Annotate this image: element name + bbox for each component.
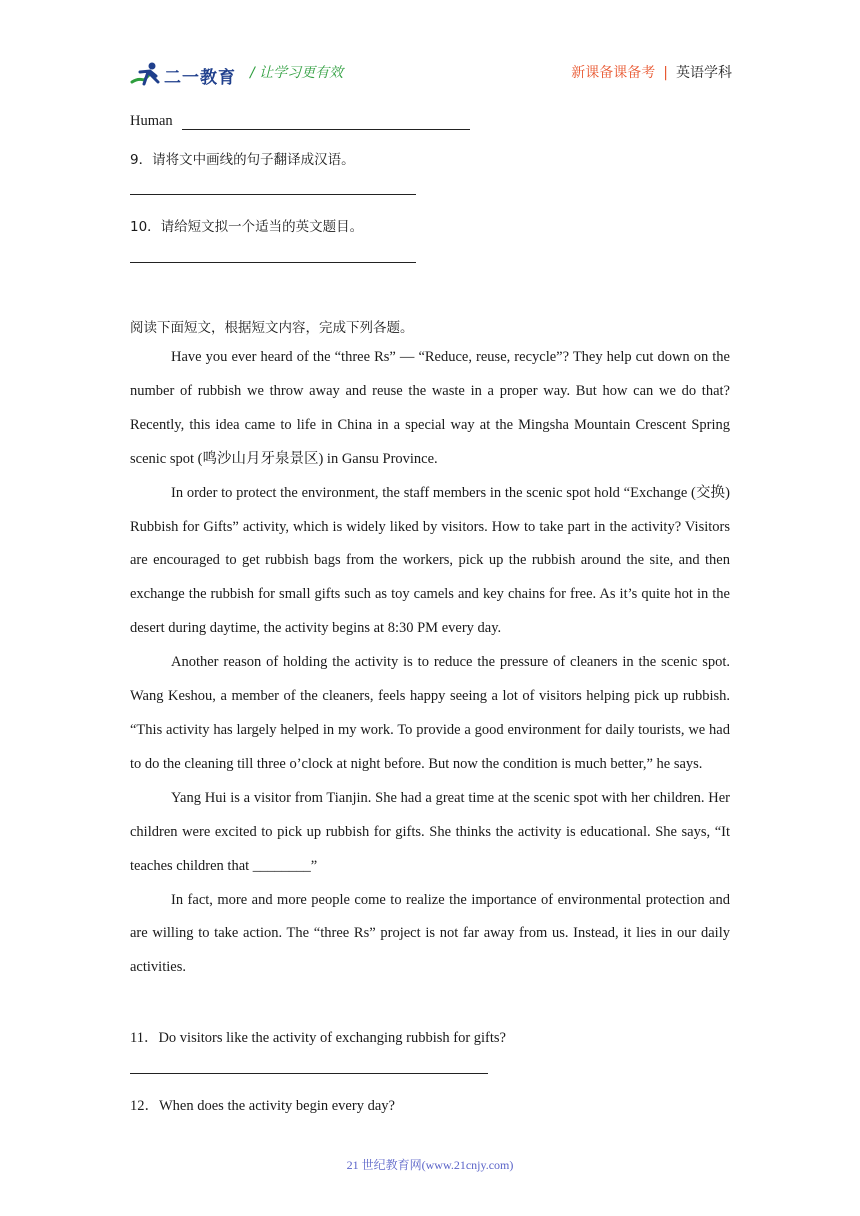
question-12: 12．When does the activity begin every day? <box>130 1098 395 1114</box>
paragraph: In order to protect the environment, the staff members in the scenic spot hold “Exchange (交换) Rubbish for Gifts” activity, which is widely liked by visitors. How to take part in the activity? Visitors are encouraged to get rubbish bags from the workers, pick up the rubbish around the site, and then exchange the rubbish for small gifts such as toy camels and key chains for free. As it’s quite hot in the desert during daytime, the activity begins at 8:30 PM every day. <box>130 484 730 637</box>
header-right <box>571 62 732 82</box>
question-11: 11．Do visitors like the activity of exchanging rubbish for gifts? <box>130 1030 506 1046</box>
header-subject: 英语学科 <box>676 65 732 81</box>
slogan: / 让学习更有效 <box>250 65 344 81</box>
logo <box>128 60 238 88</box>
paragraph: In fact, more and more people come to realize the importance of environmental protection and are willing to take action. The “three Rs” project is not far away from us. Instead, it lies in our daily activities. <box>130 891 730 976</box>
question-9: 9．请将文中画线的句子翻译成汉语。 <box>130 152 355 168</box>
answer-line-9[interactable] <box>130 194 416 195</box>
logo-text: 二一教育 <box>164 68 236 88</box>
runner-icon <box>128 60 164 88</box>
header-separator: | <box>663 65 668 81</box>
reading-instruction: 阅读下面短文，根据短文内容，完成下列各题。 <box>130 320 414 336</box>
human-label: Human <box>130 113 173 129</box>
reading-passage <box>130 341 730 985</box>
header-category: 新课备课备考 <box>571 65 656 81</box>
paragraph: Another reason of holding the activity is to reduce the pressure of cleaners in the scenic spot. Wang Keshou, a member of the cleaners, feels happy seeing a lot of visitors helping pick up rubbish. “This activity has largely helped in my work. To provide a good environment for daily tourists, we had to do the cleaning till three o’clock at night before. But now the condition is much better,” he says. <box>130 654 730 772</box>
human-answer-row <box>130 113 470 130</box>
question-10: 10．请给短文拟一个适当的英文题目。 <box>130 219 364 235</box>
paragraph: Yang Hui is a visitor from Tianjin. She had a great time at the scenic spot with her children. Her children were excited to pick up rubbish for gifts. She thinks the activity is educational. She says, “It teaches children that ________” <box>130 789 730 874</box>
answer-line-10[interactable] <box>130 262 416 263</box>
page-footer: 21 世纪教育网(www.21cnjy.com) <box>346 1158 514 1172</box>
answer-line-11[interactable] <box>130 1073 488 1074</box>
human-answer-blank[interactable] <box>182 115 470 130</box>
paragraph: Have you ever heard of the “three Rs” — “Reduce, reuse, recycle”? They help cut down on the number of rubbish we throw away and reuse the waste in a proper way. But how can we do that? Recently, this idea came to life in China in a special way at the Mingsha Mountain Crescent Spring scenic spot (鸣沙山月牙泉景区) in Gansu Province. <box>130 349 730 467</box>
page-header <box>128 52 732 92</box>
